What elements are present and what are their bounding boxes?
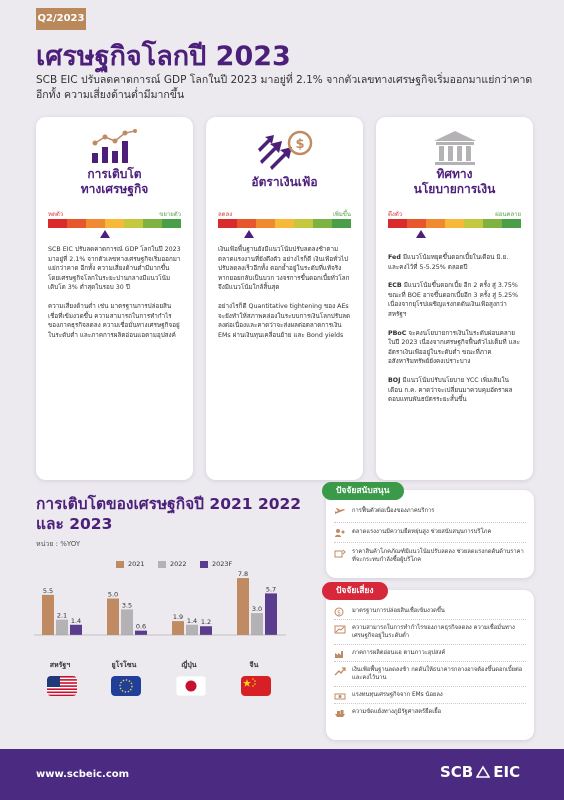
support-factors-box (326, 486, 534, 578)
monetary-policy-card (376, 117, 533, 480)
bar-2022-2 (186, 625, 198, 635)
growth-card-para-1: SCB EIC ปรับลดคาดการณ์ GDP โลกในปี 2023 มาอยู่ที่ 2.1% จากตัวเลขทางเศรษฐกิจเริ่มออกมาแย่กว่าคาด อีกทั้ง ความเสี่ยงด้านต่ำมีมากขึ้น โดยเศรษฐกิจโลกในระยะปานกลางมีแนวโน้มเติบโต 3% ต่ำสุดในรอบ 30 ปี (48, 246, 181, 292)
policy-scale-marker (416, 230, 426, 238)
risk-item: $ มาตรฐานการปล่อยสินเชื่อเข้มงวดขึ้น (334, 607, 526, 617)
growth-card-para-2: ความเสี่ยงด้านต่ำ เช่น มาตรฐานการปล่อยสินเชื่อที่เข้มงวดขึ้น ความสามารถในการทำกำไรของภาคธุรกิจลดลง ความเชื่อมั่นทางเศรษฐกิจอยู่ในระดับต่ำ และภาคการผลิตอ่อนแอตามอุปสงค์ (48, 302, 180, 339)
policy-item-ecb: ECB มีแนวโน้มขึ้นดอกเบี้ย อีก 2 ครั้ง สู่ 3.75% ขณะที่ BOE อาจขึ้นดอกเบี้ยอีก 3 ครั้ง สู่ 5.25% เนื่องจากยุโรปเผชิญแรงกดดันเงินเฟ้อสูงกว่าสหรัฐฯ (388, 282, 519, 318)
support-item: การฟื้นตัวต่อเนื่องของภาคบริการ (334, 507, 526, 517)
risk-factors-header: ปัจจัยเสี่ยง (322, 582, 388, 600)
factory-icon (334, 649, 346, 659)
eu-flag (111, 676, 141, 696)
svg-text:$: $ (337, 609, 341, 617)
quarter-badge: Q2/2023 (36, 8, 86, 30)
bar-value-label: 5.0 (107, 590, 119, 599)
legend-2022: 2022 (158, 560, 187, 568)
bar-2022-3 (251, 613, 263, 635)
bar-2021-1 (107, 599, 119, 636)
scale-left-label: ตึงตัว (388, 211, 403, 218)
country-label-eurozone: ยูโรโซน (111, 661, 137, 669)
bar-value-label: 3.0 (251, 605, 263, 614)
credit-icon (334, 607, 346, 617)
footer-website-link[interactable]: www.scbeic.com (36, 769, 130, 780)
risk-item: แรงทนทุนเศรษฐกิจจาก EMs น้อยลง (334, 691, 526, 701)
chart-title: การเติบโตของเศรษฐกิจปี 2021 2022 และ 2023 (36, 495, 302, 533)
bar-2021-3 (237, 578, 249, 635)
policy-item-boj: BOJ มีแนวโน้มปรับนโยบาย YCC เพิ่มเติมในเดือน ก.ค. คาดว่าจะเปลี่ยนมาควบคุมอัตราผลตอบแทนพันธบัตรระยะสั้นขึ้น (388, 376, 513, 404)
support-item: ราคาสินค้าโภคภัณฑ์มีแนวโน้มปรับลดลง ช่วยลดแรงกดดันด้านราคาที่จะกระทบกำลังซื้อผู้บริโภค (334, 548, 526, 564)
risk-item: เงินเฟ้อพื้นฐานลดลงช้า กดดันให้ธนาคารกลางอาจต้องขึ้นดอกเบี้ยต่อและคงไว้นาน (334, 666, 526, 682)
risk-item: ความขัดแย้งทางภูมิรัฐศาสตร์ยืดเยื้อ (334, 708, 526, 718)
inflation-arrows-coin-icon (256, 127, 314, 175)
bar-2023F-2 (200, 626, 212, 635)
growth-card (36, 117, 193, 480)
policy-item-fed: Fed มีแนวโน้มหยุดขึ้นดอกเบี้ยในเดือน มิ.ย. และคงไว้ที่ 5-5.25% ตลอดปี (388, 254, 509, 271)
support-item: ตลาดแรงงานมีความยืดหยุ่นสูง ช่วยสนับสนุนการบริโภค (334, 528, 526, 538)
legend-2021: 2021 (116, 560, 145, 568)
support-factors-header: ปัจจัยสนับสนุน (322, 482, 404, 500)
growth-bar-chart (30, 563, 290, 651)
labor-icon (334, 528, 346, 538)
scb-eic-logo: SCB EIC (440, 763, 521, 781)
legend-2023f: 2023F (200, 560, 232, 568)
bar-value-label: 5.7 (265, 585, 277, 594)
scale-right-label: ขยายตัว (159, 211, 181, 218)
bar-value-label: 1.4 (186, 616, 198, 625)
bar-value-label: 0.6 (135, 622, 147, 631)
country-label-japan: ญี่ปุ่น (181, 661, 197, 669)
inflation-card (206, 117, 363, 480)
energy-price-icon (334, 548, 346, 558)
growth-card-title-1: การเติบโต (87, 167, 142, 181)
usa-flag (47, 676, 77, 696)
policy-item-pboc: PBoC จะคงนโยบายการเงินในระดับผ่อนคลายในปี 2023 เนื่องจากเศรษฐกิจฟื้นตัวไม่เต็มที่ และอัตราเงินเฟ้ออยู่ในระดับต่ำ ขณะที่ภาคอสังหาริมทรัพย์ยังคงเปราะบาง (388, 329, 520, 366)
profit-icon (334, 624, 346, 634)
bar-value-label: 1.9 (172, 613, 184, 622)
bar-2023F-0 (70, 625, 82, 635)
inflation-card-para-2: อย่างไรก็ดี Quantitative tightening ของ AEs จะยังทำให้สภาพคล่องในระบบการเงินโลกปรับลดลงต่อเนื่องและคาดว่าจะส่งผลต่อตลาดการเงิน EMs ผ่านเงินทุนเคลื่อนย้าย และ Bond yields (218, 302, 351, 339)
ship-icon (334, 708, 346, 718)
country-label-china: จีน (249, 661, 259, 669)
inflation-card-para-1: เงินเฟ้อพื้นฐานยังมีแนวโน้มปรับลดลงช้าตามตลาดแรงงานที่ยังตึงตัว อย่างไรก็ดี เงินเฟ้อทั่วไปปรับลดลงเร็วอีกทั้ง ตอกย้ำอยู่ในระดับที่แท้จริงหากยอยกลับเป็นบวก วงจรการขึ้นดอกเบี้ยทั่วโลกจึงมีแนวโน้มใกล้สิ้นสุด (218, 246, 350, 292)
risk-factors-box (326, 586, 534, 740)
page-subtitle: SCB EIC ปรับลดคาดการณ์ GDP โลกในปี 2023 มาอยู่ที่ 2.1% จากตัวเลขทางเศรษฐกิจเริ่มออกมาแย่กว่าคาด อีกทั้ง ความเสี่ยงด้านต่ำมีมากขึ้น (36, 74, 533, 101)
inflation-scale-bar (218, 219, 351, 228)
bar-2023F-1 (135, 631, 147, 635)
china-flag (241, 676, 271, 696)
scale-right-label: เพิ่มขึ้น (332, 211, 351, 218)
japan-flag (176, 676, 206, 696)
growth-scale-bar (48, 219, 181, 228)
growth-scale-marker (100, 230, 110, 238)
scale-right-label: ผ่อนคลาย (495, 211, 521, 218)
bar-value-label: 7.8 (237, 570, 249, 579)
risk-item: ความสามารถในการทำกำไรของภาคธุรกิจลดลง ความเชื่อมั่นทางเศรษฐกิจอยู่ในระดับต่ำ (334, 624, 526, 640)
risk-item: ภาคการผลิตอ่อนแอ ตามภาวะอุปสงค์ (334, 649, 526, 659)
svg-text:$: $ (294, 137, 305, 152)
bar-2022-0 (56, 620, 68, 635)
bar-value-label: 3.5 (121, 601, 133, 610)
inflation-scale-marker (244, 230, 254, 238)
travel-icon (334, 507, 346, 517)
bar-value-label: 1.4 (70, 616, 82, 625)
bar-2022-1 (121, 609, 133, 635)
inflation-icon (334, 666, 346, 676)
scale-left-label: ลดลง (218, 211, 233, 218)
bar-2021-0 (42, 595, 54, 635)
bar-value-label: 1.2 (200, 618, 212, 627)
country-label-us: สหรัฐฯ (49, 661, 71, 669)
logo-triangle-icon (476, 765, 490, 779)
growth-chart-icon (90, 129, 140, 169)
bar-2023F-3 (265, 593, 277, 635)
bar-value-label: 5.5 (42, 586, 54, 595)
policy-card-title-2: นโยบายการเงิน (413, 182, 496, 196)
page-title: เศรษฐกิจโลกปี 2023 (36, 41, 291, 72)
scale-left-label: หดตัว (48, 211, 64, 218)
policy-card-title-1: ทิศทาง (436, 167, 473, 181)
growth-card-title-2: ทางเศรษฐกิจ (80, 182, 149, 196)
inflation-card-title: อัตราเงินเฟ้อ (251, 175, 318, 189)
bar-2021-2 (172, 621, 184, 635)
bar-value-label: 2.1 (56, 611, 68, 620)
capital-flow-icon (334, 691, 346, 701)
chart-unit: หน่วย : %YOY (36, 540, 81, 548)
policy-scale-bar (388, 219, 521, 228)
